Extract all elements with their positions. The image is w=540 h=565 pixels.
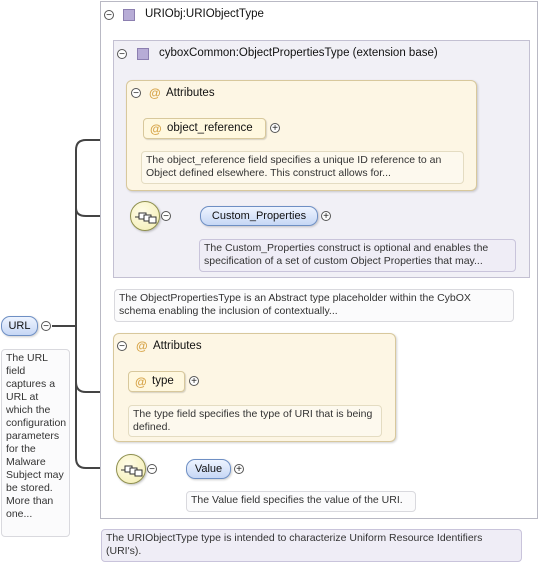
url-doc: The URL field captures a URL at which the configuration parameters for the Malware Subject may be stored. More than one...: [1, 349, 70, 537]
type-panel-title: URIObj:URIObjectType: [145, 8, 264, 20]
custom-properties-doc: The Custom_Properties construct is optional and enables the specification of a set of custom Object Properties that may...: [199, 239, 516, 272]
value-expand-icon[interactable]: +: [234, 464, 244, 474]
type-attribute-expand-icon[interactable]: +: [189, 376, 199, 386]
extension-attributes-collapse-icon[interactable]: −: [131, 88, 141, 98]
value-sequence-collapse-icon[interactable]: −: [147, 464, 157, 474]
type-attribute-doc: The type field specifies the type of URI that is being defined.: [128, 405, 382, 437]
value-element[interactable]: [186, 459, 231, 479]
extension-attributes-header: Attributes: [166, 87, 215, 99]
type-attribute-label: type: [152, 375, 174, 387]
object-reference-at-icon: @: [150, 122, 162, 136]
extension-base-doc: The ObjectPropertiesType is an Abstract type placeholder within the CybOX schema enabling the inclusion of contextually...: [114, 289, 514, 322]
object-reference-expand-icon[interactable]: +: [270, 123, 280, 133]
url-element[interactable]: [1, 316, 38, 336]
extension-panel-collapse-icon[interactable]: −: [117, 49, 127, 59]
value-sequence-glyph: [117, 455, 147, 485]
type-attribute[interactable]: [128, 371, 185, 392]
type-panel-collapse-icon[interactable]: −: [104, 10, 114, 20]
custom-properties-expand-icon[interactable]: +: [321, 211, 331, 221]
value-element-label: Value: [194, 463, 223, 475]
extension-type-icon: [137, 48, 149, 60]
extension-panel-title: cyboxCommon:ObjectPropertiesType (extension base): [159, 47, 438, 59]
object-reference-label: object_reference: [167, 122, 253, 134]
type-attributes-header: Attributes: [153, 340, 202, 352]
value-doc: The Value field specifies the value of the URI.: [186, 491, 416, 512]
url-collapse-icon[interactable]: −: [41, 321, 51, 331]
custom-properties-label: Custom_Properties: [211, 210, 307, 222]
type-attributes-collapse-icon[interactable]: −: [117, 341, 127, 351]
complex-type-icon: [123, 9, 135, 21]
custom-properties-element[interactable]: [200, 206, 318, 226]
type-attributes-at-icon: @: [136, 339, 148, 353]
sequence-collapse-icon[interactable]: −: [161, 211, 171, 221]
uri-object-type-doc: The URIObjectType type is intended to characterize Uniform Resource Identifiers (URI's).: [101, 529, 522, 562]
url-element-label: URL: [8, 320, 31, 332]
type-attribute-at-icon: @: [135, 375, 147, 389]
sequence-icon: [130, 201, 160, 231]
sequence-glyph: [131, 202, 161, 232]
object-reference-attribute[interactable]: [143, 118, 266, 139]
attributes-at-icon: @: [149, 86, 161, 100]
object-reference-doc: The object_reference field specifies a unique ID reference to an Object defined elsewhere. This construct allows for...: [141, 151, 464, 184]
value-sequence-icon: [116, 454, 146, 484]
